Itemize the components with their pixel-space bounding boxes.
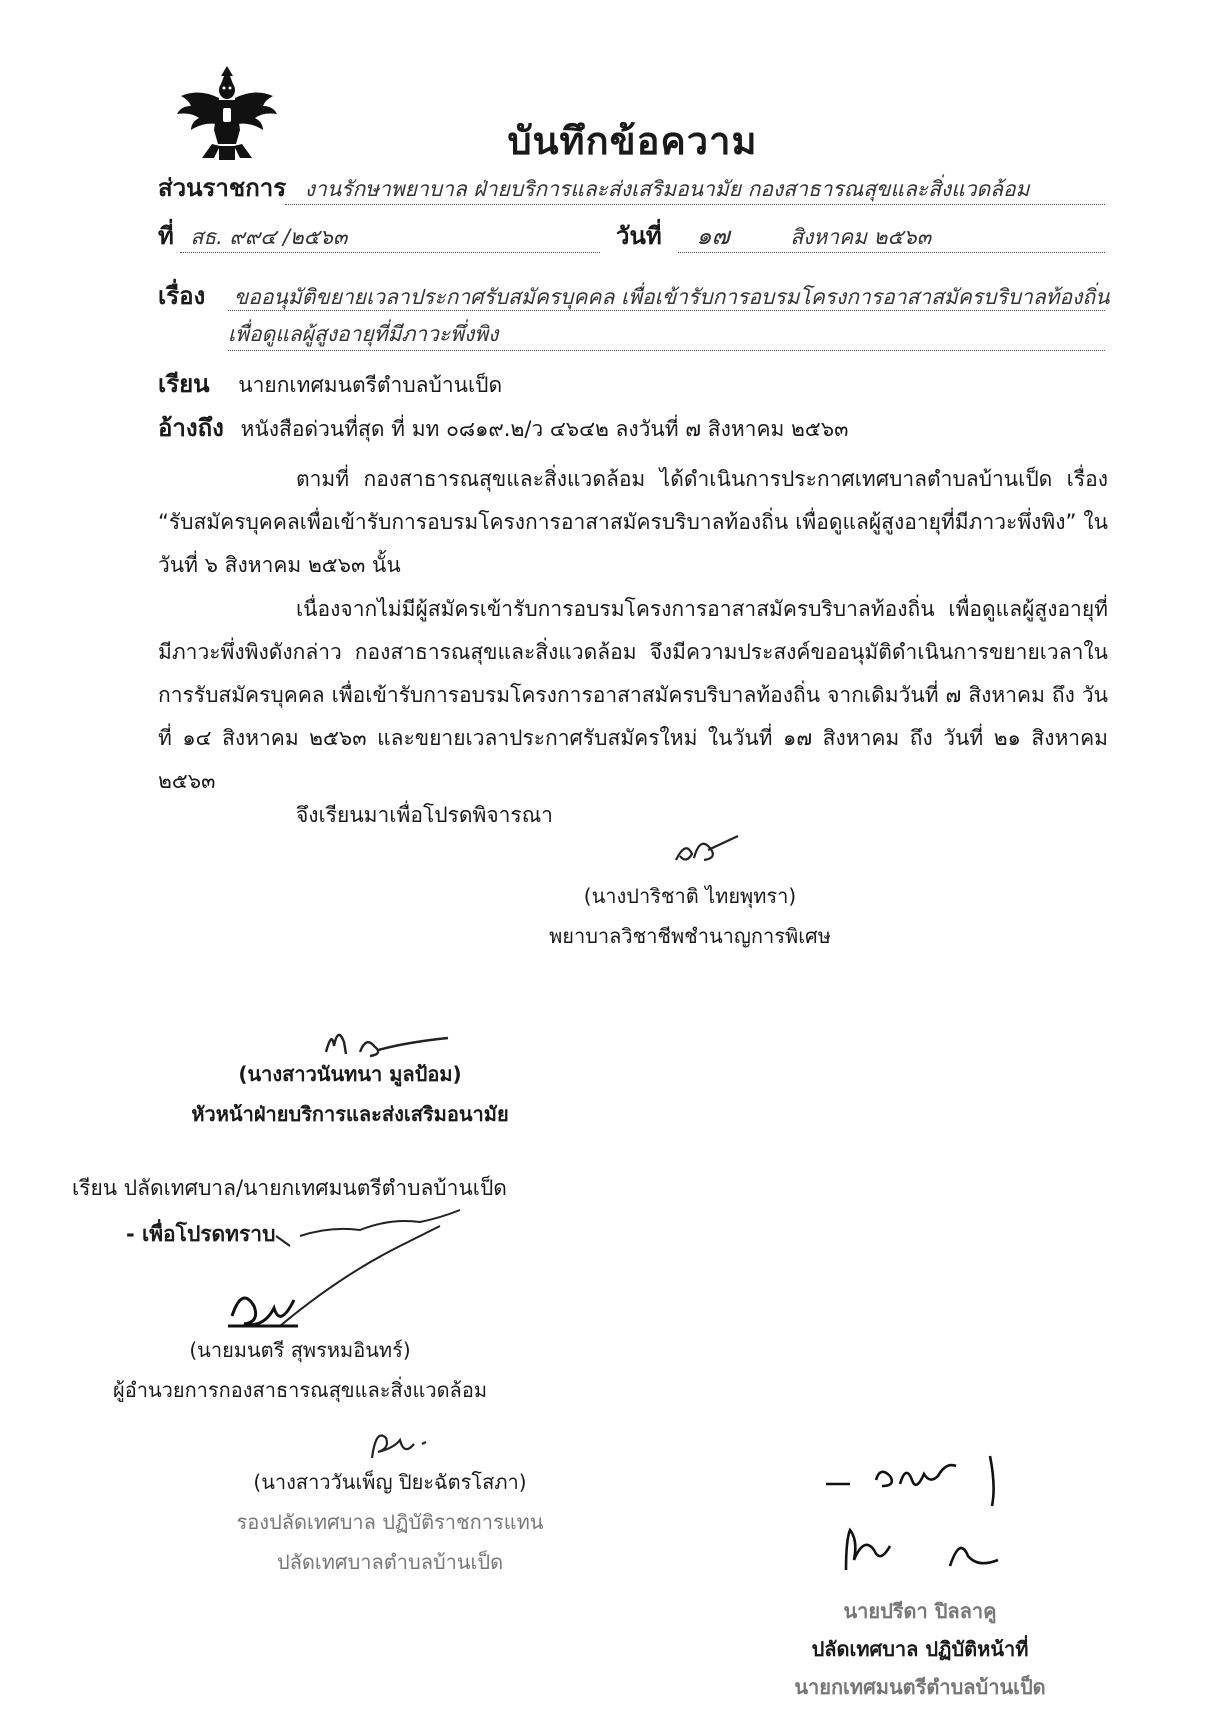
signer-3	[100, 1330, 500, 1410]
paragraph-2-text: เนื่องจากไม่มีผู้สมัครเข้ารับการอบรมโครงการอาสาสมัครบริบาลท้องถิ่น เพื่อดูแลผู้สูงอายุที่มีภาวะพึ่งพิงดังกล่าว กองสาธารณสุขและสิ่งแวดล้อม จึงมีความประสงค์ขออนุมัติดำเนินการขยายเวลาในการรับสมัครบุคคล เพื่อเข้ารับการอบรมโครงการอาสาสมัครบริบาลท้องถิ่น จากเดิมวันที่ ๗ สิงหาคม ถึง วันที่ ๑๔ สิงหาคม ๒๕๖๓ และขยายเวลาประกาศรับสมัครใหม่ ในวันที่ ๑๗ สิงหาคม ถึง วันที่ ๒๑ สิงหาคม ๒๕๖๓	[158, 597, 1108, 793]
subject-line-1: ขออนุมัติขยายเวลาประกาศรับสมัครบุคคล เพื่อเข้ารับการอบรมโครงการอาสาสมัครบริบาลท้องถิ่น	[233, 285, 1110, 309]
signer-2	[170, 1054, 530, 1134]
signer-1	[540, 876, 840, 956]
signer-5-position-2: นายกเทศมนตรีตำบลบ้านเป็ด	[794, 1675, 1046, 1699]
endorse-purpose-text: - เพื่อโปรดทราบ	[126, 1222, 276, 1246]
signature-mark	[362, 1414, 442, 1464]
signer-3-position: ผู้อำนวยการกองสาธารณสุขและสิ่งแวดล้อม	[112, 1378, 488, 1402]
dotted-line	[180, 252, 600, 253]
ref-row	[158, 216, 347, 255]
memo-title: บันทึกข้อความ	[507, 119, 758, 163]
signer-4	[220, 1462, 560, 1582]
endorse-to-text: เรียน ปลัดเทศบาล/นายกเทศมนตรีตำบลบ้านเป็ด	[72, 1176, 507, 1200]
endorse-purpose	[126, 1218, 275, 1251]
date-day: ๑๗	[696, 222, 730, 250]
signature-mark	[668, 830, 748, 870]
signer-3-name: (นายมนตรี สุพรหมอินทร์)	[189, 1338, 411, 1362]
dotted-line	[285, 204, 1105, 205]
signature-mark	[280, 1196, 480, 1326]
signer-2-name: (นางสาวนันทนา มูลป้อม)	[238, 1062, 462, 1086]
agency-row	[158, 168, 1029, 207]
refer-value: หนังสือด่วนที่สุด ที่ มท ๐๘๑๙.๒/ว ๔๖๔๒ ลงวันที่ ๗ สิงหาคม ๒๕๖๓	[240, 417, 849, 441]
date-label: วันที่	[616, 222, 662, 250]
date-value: สิงหาคม ๒๕๖๓	[790, 225, 932, 249]
signer-4-name: (นางสาววันเพ็ญ ปิยะฉัตรโสภา)	[253, 1470, 527, 1494]
paragraph-1	[158, 458, 1108, 587]
date-row	[616, 216, 931, 255]
signer-1-position: พยาบาลวิชาชีพชำนาญการพิเศษ	[549, 924, 831, 948]
to-row	[158, 364, 502, 403]
signer-5-name: นายปรีดา ปิลลาคู	[843, 1599, 997, 1623]
signature-mark	[820, 1440, 1050, 1600]
ref-label: ที่	[158, 222, 174, 250]
paragraph-2	[158, 588, 1108, 803]
signer-5	[770, 1592, 1070, 1706]
subject-label: เรื่อง	[158, 282, 206, 310]
signer-5-position-1: ปลัดเทศบาล ปฏิบัติหน้าที่	[811, 1637, 1029, 1661]
signer-4-position-2: ปลัดเทศบาลตำบลบ้านเป็ด	[276, 1550, 504, 1574]
agency-label: ส่วนราชการ	[158, 174, 287, 202]
refer-row	[158, 408, 848, 447]
subject-line-2: เพื่อดูแลผู้สูงอายุที่มีภาวะพึ่งพิง	[228, 322, 499, 346]
refer-label: อ้างถึง	[158, 414, 224, 442]
dotted-line	[678, 252, 1105, 253]
to-value: นายกเทศมนตรีตำบลบ้านเป็ด	[238, 373, 503, 397]
signer-4-position-1: รองปลัดเทศบาล ปฏิบัติราชการแทน	[236, 1510, 544, 1534]
paragraph-1-text: ตามที่ กองสาธารณสุขและสิ่งแวดล้อม ได้ดำเนินการประกาศเทศบาลตำบลบ้านเป็ด เรื่อง “รับสมัครบุคคลเพื่อเข้ารับการอบรมโครงการอาสาสมัครบริบาลท้องถิ่น เพื่อดูแลผู้สูงอายุที่มีภาวะพึ่งพิง” ในวันที่ ๖ สิงหาคม ๒๕๖๓ นั้น	[158, 467, 1108, 577]
ref-value: สธ. ๙๙๔ /๒๕๖๓	[190, 225, 348, 249]
dotted-line	[228, 350, 1105, 351]
signer-2-position: หัวหน้าฝ่ายบริการและส่งเสริมอนามัย	[191, 1102, 509, 1126]
closing	[158, 794, 1108, 837]
subject-row-2	[228, 318, 498, 351]
agency-value: งานรักษาพยาบาล ฝ่ายบริการและส่งเสริมอนามัย กองสาธารณสุขและสิ่งแวดล้อม	[304, 177, 1030, 201]
dotted-line	[228, 310, 1105, 311]
closing-text: จึงเรียนมาเพื่อโปรดพิจารณา	[296, 803, 553, 827]
signer-1-name: (นางปาริชาติ ไทยพุทรา)	[583, 884, 797, 908]
signature-mark	[222, 1276, 302, 1336]
to-label: เรียน	[158, 370, 210, 398]
